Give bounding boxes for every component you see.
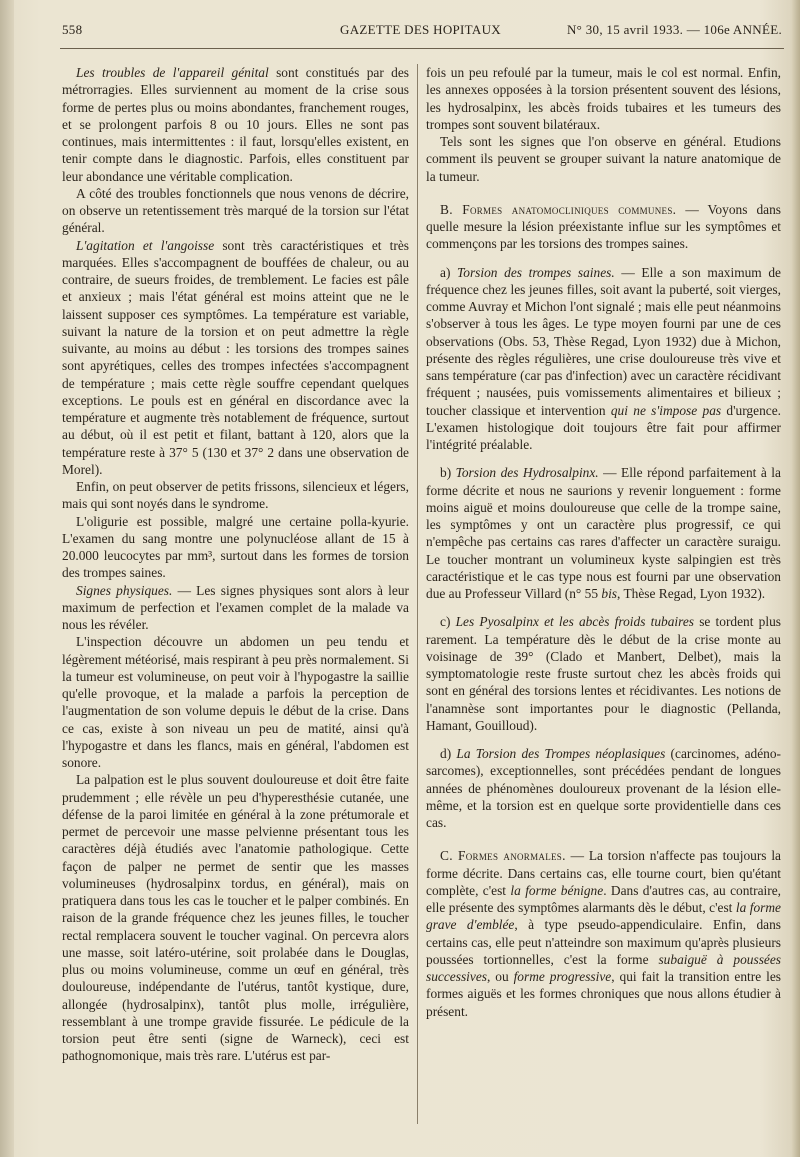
journal-title: GAZETTE DES HOPITAUX — [340, 22, 501, 37]
paragraph-text: — La torsion n'affecte pas toujours la forme décrite. Dans certains cas, elle tourne court, bien qu'étant complète, c'est — [426, 848, 781, 898]
italic-phrase: qui ne s'impose pas — [610, 402, 722, 418]
column-divider — [417, 64, 418, 1124]
header-rule — [60, 48, 784, 49]
italic-lead: Les Pyosalpinx et les abcès froids tubaires — [455, 614, 695, 630]
list-marker: d) — [440, 746, 457, 761]
paragraph-text: sont constitués par des métrorragies. Elles surviennent au moment de la crise sous forme de pertes plus ou moins abondantes, franchement rouges, et se prolongent parfois 8 ou 10 jours. Elles ne sont pas continues, mais intermittentes : il faut, lorsqu'elles existent, en tenir compte dans le diagnostic. Parfois, elles constituent par leur abondance une véritable complication. — [62, 65, 409, 184]
list-marker: c) — [440, 614, 456, 630]
paragraph-text: , Thèse Regad, Lyon 1932). — [617, 586, 766, 601]
subsection-d — [426, 745, 781, 831]
paragraph-frissons: Enfin, on peut observer de petits frissons, silencieux et légers, mais qui sont noyés dans le syndrome. — [62, 479, 409, 512]
section-c — [426, 847, 781, 1020]
italic-lead: Signes physiques. — [76, 582, 173, 598]
subsection-b — [426, 464, 781, 602]
italic-phrase: forme progressive — [513, 969, 612, 984]
page-fold-shadow — [0, 0, 14, 1157]
list-marker: a) — [440, 264, 458, 280]
paragraph-palpation: La palpation est le plus souvent douloureuse et doit être faite prudemment ; elle révèle un peu d'hyperesthésie cutanée, une défense de la paroi limitée en général à la zone prétumorale et permet de percevoir une masse pelvienne présentant tous les caractères déjà étudiés avec l'anatomie pathologique. Cette façon de palper ne permet de sentir que les masses volumineuses (hydrosalpinx tordus, en général), mais on pratiquera dans tous les cas le toucher et le palper combinés. En raison de la grande fréquence chez les jeunes filles, le toucher rectal remplacera souvent le toucher vaginal. On percevra alors une masse, soit latéro-utérine, soit prolabée dans le Douglas, plus ou moins volumineuse, comme un œuf en général, très douloureuse, indépendante de l'utérus, tantôt kystique, dure, allongée (hydrosalpinx), tantôt plus molle, irrégulière, ressemblant à une trompe gravide fissurée. Le pédicule de la torsion peut être senti (signe de Warneck), ceci est pathognomonique, mais très rare. L'utérus est par- — [62, 772, 409, 1064]
paragraph-signs-summary: Tels sont les signes que l'on observe en général. Etudions comment ils peuvent se grouper suivant la nature anatomique de la tumeur. — [426, 134, 781, 184]
paragraph-physical-signs — [62, 582, 409, 634]
paragraph-oligurie: L'oligurie est possible, malgré une certaine polla-kyurie. L'examen du sang montre une polynucléose allant de 15 à 20.000 leucocytes par mm³, surtout dans les formes de torsion des trompes saines. — [62, 513, 409, 581]
right-column — [426, 64, 781, 1020]
paragraph-text: , qui fait la transition entre les formes aiguës et les formes chroniques que nous allons étudier à présent. — [426, 969, 781, 1019]
paragraph-text: , à type pseudo-appendiculaire. Enfin, dans certains cas, elle peut n'atteindre son maximum qu'après plusieurs poussées tortionnelles, c'est la forme — [426, 917, 781, 967]
issue-info: N° 30, 15 avril 1933. — 106e ANNÉE. — [566, 22, 782, 37]
page-number: 558 — [62, 22, 83, 37]
paragraph-text: — Voyons dans quelle mesure la lésion préexistante influe sur les symptômes et commençons par les torsions des trompes saines. — [426, 201, 781, 252]
list-marker: b) — [440, 465, 456, 481]
paragraph-text: — Elle répond parfaitement à la forme décrite et nous ne saurions y revenir longuement : forme moins aiguë et moins douloureuse que celle de la trompe saine, les symptômes y ont un caractère plus progressif, ce qui n'empêche pas certains cas rares d'affecter un caractère suraigu. Le toucher montrant un volumineux kyste salpingien est très caractéristique et le cas type nous est fourni par une observation due au Professeur Villard (n° 55 — [426, 465, 781, 601]
paragraph-text: — Les signes physiques sont alors à leur maximum de perfection et l'examen complet de la malade va nous les révéler. — [62, 582, 409, 632]
paragraph-continuation: fois un peu refoulé par la tumeur, mais le col est normal. Enfin, les annexes opposées à la torsion présentent souvent des lésions, les hydrosalpinx, les abcès froids tubaires et les tumeurs des trompes sont souvent bilatéraux. — [426, 65, 781, 132]
section-b-intro — [426, 201, 781, 253]
page-edge — [792, 0, 800, 1157]
italic-lead: L'agitation et l'angoisse — [76, 237, 215, 253]
running-header — [62, 22, 782, 44]
italic-lead: Torsion des trompes saines. — [457, 264, 615, 280]
paragraph-inspection: L'inspection découvre un abdomen un peu tendu et légèrement météorisé, mais respirant à peu près normalement. Si la tumeur est volumineuse, on peut voir à l'hypogastre la saillie qu'elle provoque, et la malade a parfois la perception de l'augmentation de son volume depuis le début de la crise. Dans ce cas, existe à son niveau un peu de matité, ainsi qu'à l'hypogastre et dans les flancs, mais en général, l'abdomen est sonore. — [62, 634, 409, 770]
paragraph-text: sont très caractéristiques et très marquées. Elles s'accompagnent de bouffées de chaleur, ou au contraire, de sueurs froides, de tremblement. Le facies est pâle et anxieux ; mais l'état général est moins atteint que ne le laissent supposer ces symptômes. La température est variable, suivant la nature de la torsion et on peut admettre la règle suivante, au moins au début : les torsions des trompes saines sont apyrétiques, celles des trompes infectées s'accompagnent de température ; mais cette règle souffre cependant quelques exceptions. Le pouls est en général en discordance avec la température et augmente très notablement de fréquence, surtout au début, où il est petit et filant, battant à 120, alors que la température reste à 37° 5 (130 et 37° 2 dans une observation de Morel). — [62, 237, 409, 477]
italic-phrase: la forme grave d'emblée — [426, 900, 781, 933]
left-column — [62, 64, 409, 1065]
paragraph-text: . Dans d'autres cas, au contraire, elle présente des symptômes alarmants dès le début, c'est — [426, 882, 782, 915]
paragraph-text: se tordent plus rarement. La température dès le début de la crise monte au voisinage de 39° (Clado et Manbert, Delbet), mais la symptomatologie reste fruste surtout chez les abcès froids qui sont en général des torsions lentes et récidivantes. Les notions de l'anamnèse sont importantes pour le diagnostic (Pellanda, Hamant, Gouilloud). — [426, 614, 781, 733]
italic-lead: Les troubles de l'appareil génital — [76, 65, 269, 80]
subsection-c — [426, 613, 781, 734]
section-heading: C. Formes anormales. — [440, 848, 566, 864]
italic-lead: La Torsion des Trompes néoplasiques — [456, 746, 666, 761]
paragraph-genital-troubles — [62, 64, 409, 185]
italic-phrase: bis — [601, 586, 618, 601]
paragraph-text: , ou — [486, 969, 514, 984]
italic-lead: Torsion des Hydrosalpinx. — [455, 465, 599, 481]
paragraph-text: (carcinomes, adéno-sarcomes), exceptionnelles, sont précédées pendant de longues années de phénomènes douloureux provenant de la lésion elle-même, et la torsion est en quelque sorte providentielle dans ces cas. — [426, 746, 782, 830]
subsection-a — [426, 264, 781, 454]
paragraph-text: d'urgence. L'examen histologique doit toujours être fait pour affirmer l'intégrité préalable. — [426, 402, 782, 452]
paragraph-agitation — [62, 237, 409, 479]
paragraph-general-state: A côté des troubles fonctionnels que nous venons de décrire, on observe un retentissement très marqué de la torsion sur l'état général. — [62, 185, 409, 236]
paragraph-text: — Elle a son maximum de fréquence chez les jeunes filles, soit avant la puberté, soit vierges, comme Auvray et Michon l'ont signalé ; mais elle peut néanmoins s'observer à tous les âges. Le type moyen fourni par une de ces observations (Obs. 53, Thèse Regad, Lyon 1932) due à Michon, présente des règles régulières, une crise douloureuse très vive et sans température (car pas d'infection) avec un caractère récidivant fréquent ; nausées, puis vomissements alimentaires et bilieux ; toucher classique et intervention — [426, 264, 781, 418]
italic-phrase: la forme bénigne — [510, 882, 604, 898]
section-heading: B. Formes anatomocliniques communes. — [440, 201, 677, 217]
italic-phrase: subaiguë à poussées successives — [426, 951, 781, 984]
